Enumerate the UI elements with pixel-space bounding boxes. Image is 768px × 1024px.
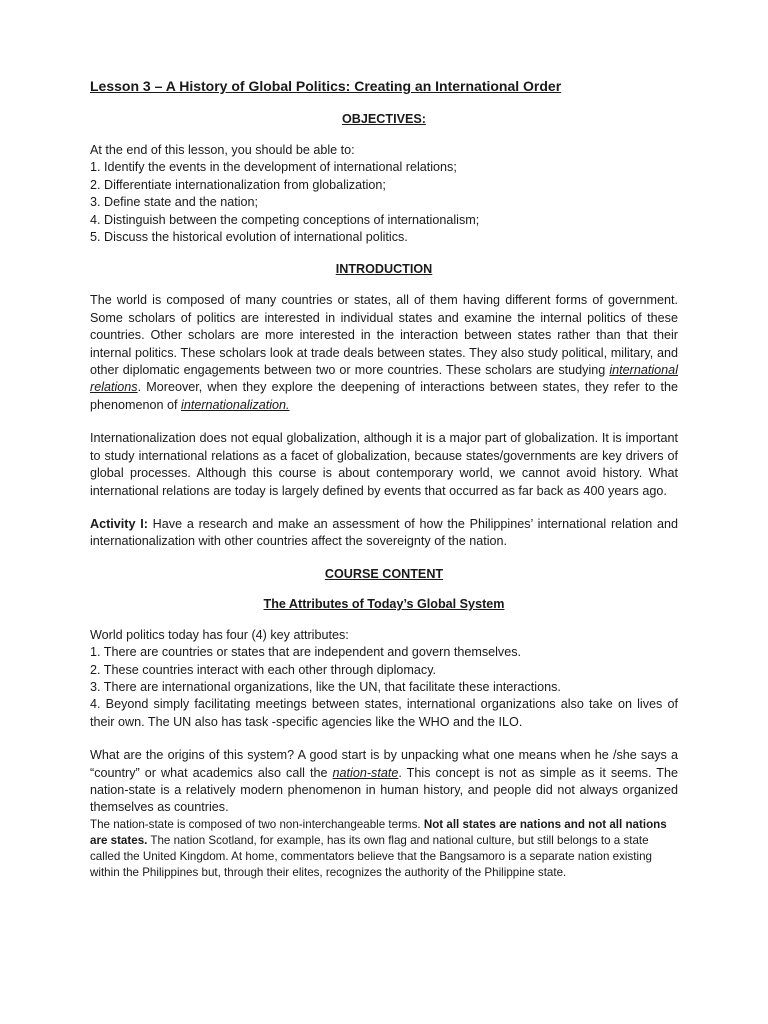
- attribute-item: 3. There are international organizations, like the UN, that facilitate these interactions.: [90, 679, 561, 694]
- intro-paragraph-2: Internationalization does not equal globalization, although it is a major part of globalization. It is important to study international relations as a facet of globalization, because states/governments are key drivers of global processes. Although this course is about contemporary world, we cannot avoid history. What international relations are today is largely defined by events that occurred as far back as 400 years ago.: [90, 431, 678, 498]
- activity-paragraph: Activity I: Have a research and make an assessment of how the Philippines’ international relation and internationalization with other countries affect the sovereignty of the nation.: [90, 516, 678, 549]
- attribute-item: 1. There are countries or states that are independent and govern themselves.: [90, 645, 522, 660]
- term-nation-state: nation-state: [332, 765, 399, 780]
- nation-state-emphasis: Not all states are nations and not all nations are states.: [90, 817, 667, 847]
- objective-item: 1. Identify the events in the development of international relations;: [90, 160, 457, 175]
- objective-item: 4. Distinguish between the competing conceptions of internationalism;: [90, 212, 480, 227]
- origins-paragraph: What are the origins of this system? A good start is by unpacking what one means when he /she says a “country” or what academics also call the nation-state. This concept is not as simple as it seems. The nation-state is a relatively modern phenomenon in human history, and people did not always organized themselves as countries.: [90, 748, 678, 815]
- objective-item: 3. Define state and the nation;: [90, 195, 259, 210]
- objective-item: 5. Discuss the historical evolution of international politics.: [90, 230, 408, 245]
- intro-paragraph-1: The world is composed of many countries or states, all of them having different forms of government. Some scholars of politics are interested in individual states and examine the internal politics of these countries. Other scholars are more interested in the interaction between states rather than that their internal politics. These scholars look at trade deals between states. They also study political, military, and other diplomatic engagements between two or more countries. These scholars are studying international relations. Moreover, when they explore the deepening of interactions between states, they refer to the phenomenon of internationalization.: [90, 293, 678, 412]
- attributes-intro: World politics today has four (4) key attributes:: [90, 627, 349, 642]
- activity-label: Activity I:: [90, 516, 148, 531]
- objectives-intro: At the end of this lesson, you should be able to:: [90, 143, 355, 157]
- attribute-item: 4. Beyond simply facilitating meetings between states, international organizations also take on lives of their own. The UN also has task -specific agencies like the WHO and the ILO.: [90, 697, 678, 729]
- course-content-heading: COURSE CONTENT: [324, 566, 444, 581]
- term-internationalization: internationalization.: [181, 397, 290, 412]
- lesson-title: Lesson 3 – A History of Global Politics: Creating an International Order: [90, 78, 562, 94]
- introduction-heading: INTRODUCTION: [335, 262, 433, 277]
- attribute-item: 2. These countries interact with each other through diplomacy.: [90, 662, 437, 677]
- attributes-subheading: The Attributes of Today’s Global System: [263, 596, 505, 611]
- objective-item: 2. Differentiate internationalization from globalization;: [90, 177, 386, 192]
- objectives-heading: OBJECTIVES:: [342, 112, 426, 126]
- nation-state-paragraph: The nation-state is composed of two non-interchangeable terms. Not all states are nations and not all nations are states. The nation Scotland, for example, has its own flag and national culture, but still belongs to a state called the United Kingdom. At home, commentators believe that the Bangsamoro is a separate nation existing within the Philippines but, through their elites, recognizes the authority of the Philippine state.: [90, 817, 667, 879]
- term-international-relations: international relations: [90, 363, 678, 395]
